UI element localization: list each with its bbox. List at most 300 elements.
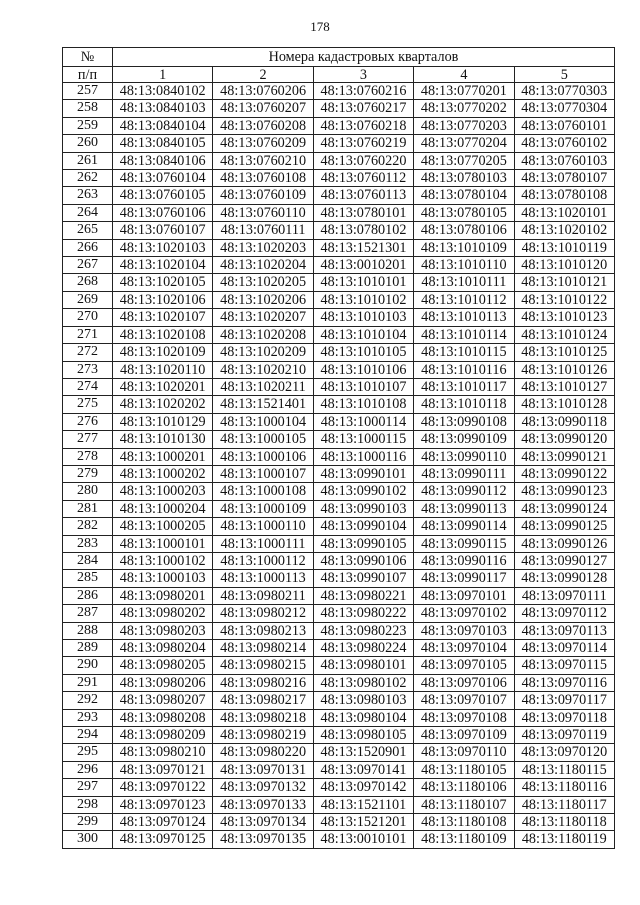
row-number-cell: 275 <box>63 396 113 413</box>
cadastral-number-cell: 48:13:1020205 <box>213 274 313 291</box>
row-number-cell: 291 <box>63 674 113 691</box>
cadastral-number-cell: 48:13:0970133 <box>213 796 313 813</box>
cadastral-number-cell: 48:13:1020101 <box>514 204 614 221</box>
cadastral-number-cell: 48:13:0760110 <box>213 204 313 221</box>
cadastral-number-cell: 48:13:0990118 <box>514 413 614 430</box>
cadastral-number-cell: 48:13:1000111 <box>213 535 313 552</box>
table-row <box>63 100 615 117</box>
table-row <box>63 448 615 465</box>
cadastral-number-cell: 48:13:1010109 <box>414 239 514 256</box>
cadastral-number-cell: 48:13:0990106 <box>313 552 413 569</box>
cadastral-number-cell: 48:13:0990111 <box>414 465 514 482</box>
cadastral-number-cell: 48:13:0980222 <box>313 605 413 622</box>
cadastral-number-cell: 48:13:1180116 <box>514 779 614 796</box>
row-number-cell: 260 <box>63 135 113 152</box>
cadastral-number-cell: 48:13:0990124 <box>514 500 614 517</box>
cadastral-number-cell: 48:13:0990125 <box>514 518 614 535</box>
cadastral-number-cell: 48:13:0970135 <box>213 831 313 848</box>
table-row <box>63 622 615 639</box>
cadastral-number-cell: 48:13:1010114 <box>414 326 514 343</box>
table-row <box>63 657 615 674</box>
cadastral-number-cell: 48:13:0990126 <box>514 535 614 552</box>
cadastral-number-cell: 48:13:0980217 <box>213 692 313 709</box>
row-number-cell: 274 <box>63 378 113 395</box>
table-row <box>63 152 615 169</box>
cadastral-number-cell: 48:13:0760218 <box>313 117 413 134</box>
cadastral-number-cell: 48:13:1010110 <box>414 257 514 274</box>
cadastral-number-cell: 48:13:1010112 <box>414 291 514 308</box>
cadastral-number-cell: 48:13:1000116 <box>313 448 413 465</box>
cadastral-number-cell: 48:13:0840103 <box>113 100 213 117</box>
group-title-header: Номера кадастровых кварталов <box>113 48 615 67</box>
cadastral-number-cell: 48:13:1020106 <box>113 291 213 308</box>
cadastral-number-cell: 48:13:0780105 <box>414 204 514 221</box>
cadastral-number-cell: 48:13:0770202 <box>414 100 514 117</box>
cadastral-number-cell: 48:13:0760210 <box>213 152 313 169</box>
cadastral-number-cell: 48:13:0760101 <box>514 117 614 134</box>
cadastral-number-cell: 48:13:1010101 <box>313 274 413 291</box>
row-number-cell: 259 <box>63 117 113 134</box>
cadastral-number-cell: 48:13:0970108 <box>414 709 514 726</box>
cadastral-number-cell: 48:13:0990114 <box>414 518 514 535</box>
cadastral-number-cell: 48:13:0770304 <box>514 100 614 117</box>
cadastral-number-cell: 48:13:1010128 <box>514 396 614 413</box>
cadastral-number-cell: 48:13:0990101 <box>313 465 413 482</box>
table-row <box>63 361 615 378</box>
cadastral-number-cell: 48:13:0980205 <box>113 657 213 674</box>
row-number-cell: 300 <box>63 831 113 848</box>
row-number-cell: 297 <box>63 779 113 796</box>
cadastral-number-cell: 48:13:0970123 <box>113 796 213 813</box>
cadastral-number-cell: 48:13:0760208 <box>213 117 313 134</box>
row-number-cell: 269 <box>63 291 113 308</box>
header-row-top <box>63 48 615 67</box>
column-header-2: 2 <box>213 67 313 83</box>
row-number-cell: 272 <box>63 344 113 361</box>
cadastral-number-cell: 48:13:1010105 <box>313 344 413 361</box>
column-header-5: 5 <box>514 67 614 83</box>
cadastral-number-cell: 48:13:1180107 <box>414 796 514 813</box>
cadastral-number-cell: 48:13:0760104 <box>113 170 213 187</box>
cadastral-number-cell: 48:13:1000110 <box>213 518 313 535</box>
cadastral-number-cell: 48:13:0980206 <box>113 674 213 691</box>
cadastral-number-cell: 48:13:0760112 <box>313 170 413 187</box>
cadastral-number-cell: 48:13:0760207 <box>213 100 313 117</box>
cadastral-number-cell: 48:13:0770204 <box>414 135 514 152</box>
cadastral-number-cell: 48:13:0780108 <box>514 187 614 204</box>
cadastral-number-cell: 48:13:0770201 <box>414 83 514 100</box>
cadastral-number-cell: 48:13:1020210 <box>213 361 313 378</box>
cadastral-number-cell: 48:13:1010117 <box>414 378 514 395</box>
cadastral-number-cell: 48:13:1000203 <box>113 483 213 500</box>
table-row <box>63 117 615 134</box>
cadastral-number-cell: 48:13:0980215 <box>213 657 313 674</box>
cadastral-number-cell: 48:13:0760108 <box>213 170 313 187</box>
cadastral-number-cell: 48:13:0970119 <box>514 727 614 744</box>
column-header-3: 3 <box>313 67 413 83</box>
table-row <box>63 727 615 744</box>
table-row <box>63 83 615 100</box>
cadastral-number-cell: 48:13:1020108 <box>113 326 213 343</box>
table-row <box>63 831 615 848</box>
cadastral-number-cell: 48:13:1020211 <box>213 378 313 395</box>
row-number-cell: 282 <box>63 518 113 535</box>
page-number: 178 <box>310 19 330 34</box>
row-number-cell: 288 <box>63 622 113 639</box>
cadastral-number-cell: 48:13:0990123 <box>514 483 614 500</box>
cadastral-number-cell: 48:13:1010129 <box>113 413 213 430</box>
cadastral-number-cell: 48:13:0980201 <box>113 587 213 604</box>
cadastral-number-cell: 48:13:0980104 <box>313 709 413 726</box>
cadastral-number-cell: 48:13:0770303 <box>514 83 614 100</box>
header-row-columns <box>63 67 615 83</box>
table-row <box>63 204 615 221</box>
cadastral-number-cell: 48:13:0980219 <box>213 727 313 744</box>
cadastral-number-cell: 48:13:0970113 <box>514 622 614 639</box>
cadastral-number-cell: 48:13:1000107 <box>213 465 313 482</box>
row-number-cell: 279 <box>63 465 113 482</box>
cadastral-number-cell: 48:13:0980203 <box>113 622 213 639</box>
cadastral-number-cell: 48:13:0760109 <box>213 187 313 204</box>
cadastral-number-cell: 48:13:0970131 <box>213 761 313 778</box>
cadastral-number-cell: 48:13:0760107 <box>113 222 213 239</box>
cadastral-number-cell: 48:13:1000114 <box>313 413 413 430</box>
row-number-cell: 286 <box>63 587 113 604</box>
cadastral-number-cell: 48:13:1010125 <box>514 344 614 361</box>
cadastral-number-cell: 48:13:1180109 <box>414 831 514 848</box>
row-number-cell: 265 <box>63 222 113 239</box>
cadastral-number-cell: 48:13:1010116 <box>414 361 514 378</box>
cadastral-number-cell: 48:13:1000113 <box>213 570 313 587</box>
cadastral-number-cell: 48:13:0010101 <box>313 831 413 848</box>
cadastral-number-cell: 48:13:0760206 <box>213 83 313 100</box>
row-number-cell: 263 <box>63 187 113 204</box>
cadastral-number-cell: 48:13:0980202 <box>113 605 213 622</box>
table-row <box>63 326 615 343</box>
cadastral-number-cell: 48:13:0970141 <box>313 761 413 778</box>
cadastral-number-cell: 48:13:0980218 <box>213 709 313 726</box>
cadastral-number-cell: 48:13:1010113 <box>414 309 514 326</box>
cadastral-number-cell: 48:13:1010119 <box>514 239 614 256</box>
cadastral-number-cell: 48:13:1020209 <box>213 344 313 361</box>
table-row <box>63 674 615 691</box>
cadastral-number-cell: 48:13:0980212 <box>213 605 313 622</box>
cadastral-number-cell: 48:13:0980221 <box>313 587 413 604</box>
row-number-cell: 285 <box>63 570 113 587</box>
cadastral-number-cell: 48:13:0840104 <box>113 117 213 134</box>
cadastral-number-cell: 48:13:0760209 <box>213 135 313 152</box>
cadastral-number-cell: 48:13:0980101 <box>313 657 413 674</box>
cadastral-number-cell: 48:13:0780101 <box>313 204 413 221</box>
row-number-header: № <box>63 48 113 67</box>
table-header <box>63 48 615 83</box>
cadastral-number-cell: 48:13:1020204 <box>213 257 313 274</box>
table-row <box>63 796 615 813</box>
cadastral-number-cell: 48:13:0980105 <box>313 727 413 744</box>
cadastral-number-cell: 48:13:0770203 <box>414 117 514 134</box>
cadastral-number-cell: 48:13:1020208 <box>213 326 313 343</box>
row-number-cell: 283 <box>63 535 113 552</box>
cadastral-number-cell: 48:13:1010106 <box>313 361 413 378</box>
cadastral-number-cell: 48:13:1010102 <box>313 291 413 308</box>
cadastral-number-cell: 48:13:0780104 <box>414 187 514 204</box>
cadastral-number-cell: 48:13:0990102 <box>313 483 413 500</box>
cadastral-number-cell: 48:13:0840105 <box>113 135 213 152</box>
cadastral-number-cell: 48:13:1000205 <box>113 518 213 535</box>
cadastral-number-cell: 48:13:1180105 <box>414 761 514 778</box>
cadastral-number-cell: 48:13:0970105 <box>414 657 514 674</box>
row-number-cell: 292 <box>63 692 113 709</box>
cadastral-number-cell: 48:13:1000204 <box>113 500 213 517</box>
cadastral-number-cell: 48:13:0970111 <box>514 587 614 604</box>
cadastral-number-cell: 48:13:0990105 <box>313 535 413 552</box>
cadastral-number-cell: 48:13:0980220 <box>213 744 313 761</box>
cadastral-number-cell: 48:13:0990120 <box>514 431 614 448</box>
cadastral-number-cell: 48:13:1000105 <box>213 431 313 448</box>
cadastral-number-cell: 48:13:0840102 <box>113 83 213 100</box>
cadastral-number-cell: 48:13:1010126 <box>514 361 614 378</box>
cadastral-number-cell: 48:13:1180115 <box>514 761 614 778</box>
cadastral-number-cell: 48:13:0990122 <box>514 465 614 482</box>
row-number-cell: 278 <box>63 448 113 465</box>
table-row <box>63 587 615 604</box>
cadastral-number-cell: 48:13:0770205 <box>414 152 514 169</box>
row-number-cell: 258 <box>63 100 113 117</box>
cadastral-number-cell: 48:13:1520901 <box>313 744 413 761</box>
cadastral-number-cell: 48:13:1521301 <box>313 239 413 256</box>
cadastral-number-cell: 48:13:0980102 <box>313 674 413 691</box>
cadastral-number-cell: 48:13:1020109 <box>113 344 213 361</box>
cadastral-number-cell: 48:13:0760102 <box>514 135 614 152</box>
cadastral-number-cell: 48:13:1000109 <box>213 500 313 517</box>
table-row <box>63 570 615 587</box>
cadastral-number-cell: 48:13:1000101 <box>113 535 213 552</box>
cadastral-number-cell: 48:13:1000108 <box>213 483 313 500</box>
table-row <box>63 465 615 482</box>
row-number-cell: 261 <box>63 152 113 169</box>
column-header-1: 1 <box>113 67 213 83</box>
cadastral-number-cell: 48:13:0980214 <box>213 640 313 657</box>
table-row <box>63 396 615 413</box>
cadastral-number-cell: 48:13:0970122 <box>113 779 213 796</box>
cadastral-number-cell: 48:13:0970120 <box>514 744 614 761</box>
cadastral-number-cell: 48:13:0970104 <box>414 640 514 657</box>
cadastral-number-cell: 48:13:0970118 <box>514 709 614 726</box>
cadastral-number-cell: 48:13:0970106 <box>414 674 514 691</box>
table-row <box>63 413 615 430</box>
cadastral-number-cell: 48:13:1010104 <box>313 326 413 343</box>
table-row <box>63 222 615 239</box>
row-number-cell: 296 <box>63 761 113 778</box>
row-number-cell: 280 <box>63 483 113 500</box>
cadastral-number-cell: 48:13:1010108 <box>313 396 413 413</box>
cadastral-number-cell: 48:13:0980210 <box>113 744 213 761</box>
cadastral-number-cell: 48:13:1180108 <box>414 814 514 831</box>
table-row <box>63 483 615 500</box>
row-number-cell: 277 <box>63 431 113 448</box>
table-row <box>63 761 615 778</box>
cadastral-number-cell: 48:13:0760113 <box>313 187 413 204</box>
cadastral-number-cell: 48:13:0970112 <box>514 605 614 622</box>
cadastral-number-cell: 48:13:0990116 <box>414 552 514 569</box>
cadastral-number-cell: 48:13:0980213 <box>213 622 313 639</box>
cadastral-number-cell: 48:13:1020107 <box>113 309 213 326</box>
row-number-cell: 262 <box>63 170 113 187</box>
cadastral-number-cell: 48:13:0970132 <box>213 779 313 796</box>
cadastral-number-cell: 48:13:0990115 <box>414 535 514 552</box>
cadastral-number-cell: 48:13:1180119 <box>514 831 614 848</box>
cadastral-number-cell: 48:13:1010107 <box>313 378 413 395</box>
cadastral-number-cell: 48:13:1020203 <box>213 239 313 256</box>
cadastral-number-cell: 48:13:0760216 <box>313 83 413 100</box>
cadastral-number-cell: 48:13:1000102 <box>113 552 213 569</box>
cadastral-number-cell: 48:13:0760111 <box>213 222 313 239</box>
cadastral-number-cell: 48:13:0980216 <box>213 674 313 691</box>
table-row <box>63 257 615 274</box>
cadastral-number-cell: 48:13:1521401 <box>213 396 313 413</box>
row-number-cell: 298 <box>63 796 113 813</box>
table-row <box>63 692 615 709</box>
table-row <box>63 344 615 361</box>
cadastral-number-cell: 48:13:1000201 <box>113 448 213 465</box>
cadastral-number-cell: 48:13:1020103 <box>113 239 213 256</box>
cadastral-number-cell: 48:13:1180118 <box>514 814 614 831</box>
row-number-cell: 293 <box>63 709 113 726</box>
cadastral-number-cell: 48:13:0780107 <box>514 170 614 187</box>
column-header-4: 4 <box>414 67 514 83</box>
cadastral-number-cell: 48:13:0760219 <box>313 135 413 152</box>
cadastral-number-cell: 48:13:0990110 <box>414 448 514 465</box>
cadastral-number-cell: 48:13:0970110 <box>414 744 514 761</box>
cadastral-number-cell: 48:13:1010118 <box>414 396 514 413</box>
table-row <box>63 309 615 326</box>
row-number-cell: 281 <box>63 500 113 517</box>
cadastral-number-cell: 48:13:0760106 <box>113 204 213 221</box>
table-row <box>63 135 615 152</box>
cadastral-number-cell: 48:13:0970121 <box>113 761 213 778</box>
cadastral-number-cell: 48:13:0980223 <box>313 622 413 639</box>
row-number-cell: 264 <box>63 204 113 221</box>
table-row <box>63 535 615 552</box>
row-number-cell: 299 <box>63 814 113 831</box>
cadastral-number-cell: 48:13:1010103 <box>313 309 413 326</box>
cadastral-number-cell: 48:13:1180106 <box>414 779 514 796</box>
cadastral-number-cell: 48:13:0780103 <box>414 170 514 187</box>
row-number-cell: 267 <box>63 257 113 274</box>
table-row <box>63 552 615 569</box>
cadastral-number-cell: 48:13:1020206 <box>213 291 313 308</box>
table-row <box>63 500 615 517</box>
cadastral-number-cell: 48:13:0760220 <box>313 152 413 169</box>
cadastral-number-cell: 48:13:0980211 <box>213 587 313 604</box>
cadastral-number-cell: 48:13:0840106 <box>113 152 213 169</box>
cadastral-number-cell: 48:13:1010111 <box>414 274 514 291</box>
cadastral-number-cell: 48:13:1020201 <box>113 378 213 395</box>
cadastral-number-cell: 48:13:0990109 <box>414 431 514 448</box>
table-row <box>63 170 615 187</box>
cadastral-number-cell: 48:13:0990127 <box>514 552 614 569</box>
cadastral-number-cell: 48:13:0760217 <box>313 100 413 117</box>
cadastral-number-cell: 48:13:0970103 <box>414 622 514 639</box>
cadastral-number-cell: 48:13:0970125 <box>113 831 213 848</box>
cadastral-number-cell: 48:13:1010124 <box>514 326 614 343</box>
cadastral-number-cell: 48:13:0990108 <box>414 413 514 430</box>
cadastral-number-cell: 48:13:1000103 <box>113 570 213 587</box>
cadastral-number-cell: 48:13:0780106 <box>414 222 514 239</box>
cadastral-number-cell: 48:13:0980208 <box>113 709 213 726</box>
row-number-cell: 284 <box>63 552 113 569</box>
cadastral-number-cell: 48:13:1521101 <box>313 796 413 813</box>
cadastral-number-cell: 48:13:0970134 <box>213 814 313 831</box>
cadastral-number-cell: 48:13:0970115 <box>514 657 614 674</box>
cadastral-number-cell: 48:13:0970142 <box>313 779 413 796</box>
row-number-cell: 290 <box>63 657 113 674</box>
cadastral-number-cell: 48:13:0990103 <box>313 500 413 517</box>
row-number-cell: 276 <box>63 413 113 430</box>
cadastral-number-cell: 48:13:0760105 <box>113 187 213 204</box>
cadastral-number-cell: 48:13:0980207 <box>113 692 213 709</box>
cadastral-number-cell: 48:13:1010122 <box>514 291 614 308</box>
cadastral-number-cell: 48:13:0010201 <box>313 257 413 274</box>
table-row <box>63 518 615 535</box>
cadastral-number-cell: 48:13:0990104 <box>313 518 413 535</box>
cadastral-number-cell: 48:13:0980103 <box>313 692 413 709</box>
cadastral-number-cell: 48:13:1000115 <box>313 431 413 448</box>
row-number-cell: 295 <box>63 744 113 761</box>
row-number-cell: 294 <box>63 727 113 744</box>
cadastral-number-cell: 48:13:1521201 <box>313 814 413 831</box>
cadastral-number-cell: 48:13:0990112 <box>414 483 514 500</box>
cadastral-number-cell: 48:13:1010127 <box>514 378 614 395</box>
cadastral-number-cell: 48:13:0970124 <box>113 814 213 831</box>
row-number-cell: 270 <box>63 309 113 326</box>
table-row <box>63 431 615 448</box>
cadastral-number-cell: 48:13:1180117 <box>514 796 614 813</box>
cadastral-number-cell: 48:13:1020105 <box>113 274 213 291</box>
cadastral-number-cell: 48:13:0990121 <box>514 448 614 465</box>
cadastral-number-cell: 48:13:0970107 <box>414 692 514 709</box>
cadastral-number-cell: 48:13:0970116 <box>514 674 614 691</box>
cadastral-number-cell: 48:13:1020104 <box>113 257 213 274</box>
cadastral-number-cell: 48:13:1010115 <box>414 344 514 361</box>
table-row <box>63 814 615 831</box>
cadastral-number-cell: 48:13:1000106 <box>213 448 313 465</box>
cadastral-number-cell: 48:13:0760103 <box>514 152 614 169</box>
cadastral-number-cell: 48:13:0970114 <box>514 640 614 657</box>
table-row <box>63 378 615 395</box>
cadastral-quarters-table <box>62 47 615 849</box>
cadastral-number-cell: 48:13:1020110 <box>113 361 213 378</box>
row-number-cell: 273 <box>63 361 113 378</box>
cadastral-number-cell: 48:13:0980204 <box>113 640 213 657</box>
cadastral-number-cell: 48:13:1000104 <box>213 413 313 430</box>
row-number-cell: 266 <box>63 239 113 256</box>
cadastral-number-cell: 48:13:0990107 <box>313 570 413 587</box>
table-body <box>63 83 615 849</box>
cadastral-number-cell: 48:13:1010120 <box>514 257 614 274</box>
cadastral-number-cell: 48:13:0970117 <box>514 692 614 709</box>
cadastral-number-cell: 48:13:1000202 <box>113 465 213 482</box>
cadastral-number-cell: 48:13:0990117 <box>414 570 514 587</box>
table-row <box>63 605 615 622</box>
row-number-cell: 289 <box>63 640 113 657</box>
cadastral-number-cell: 48:13:0990128 <box>514 570 614 587</box>
cadastral-number-cell: 48:13:1000112 <box>213 552 313 569</box>
cadastral-number-cell: 48:13:1010121 <box>514 274 614 291</box>
table-row <box>63 779 615 796</box>
table-row <box>63 187 615 204</box>
table-row <box>63 744 615 761</box>
